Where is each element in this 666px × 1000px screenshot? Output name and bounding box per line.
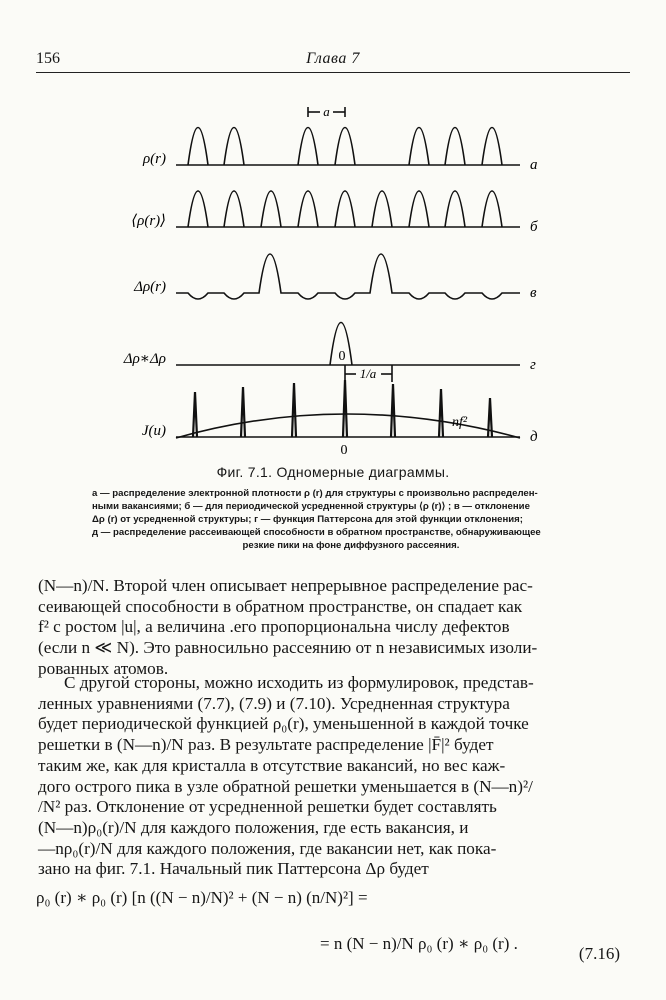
- sharp-peaks: [193, 380, 492, 437]
- patterson-zero-label: 0: [338, 349, 346, 364]
- row-b-plot: [176, 191, 520, 227]
- peaks-b: [188, 191, 502, 227]
- row-letter-2: в: [530, 285, 537, 301]
- equation-number: (7.16): [578, 944, 620, 963]
- origin-zero-label: 0: [340, 443, 348, 458]
- row-symbol-1: ⟨ρ(r)⟩: [131, 213, 166, 229]
- caption-line: Δρ (r) от усредненной структуры; г — функция Паттерсона для этой функции отклонения;: [92, 514, 523, 525]
- text-line: (N—n)ρ₀(r)/N для каждого положения, где есть вакансия, и: [38, 817, 469, 837]
- equation-line-2: = n (N − n)/N ρ₀ (r) ∗ ρ₀ (r) .: [320, 934, 518, 953]
- row-letter-4: д: [530, 429, 538, 445]
- a-spacing-label: a: [323, 104, 330, 119]
- row-c-plot: [176, 254, 520, 299]
- text-line: дого острого пика в узле обратной решетки уменьшается в (N—n)²/: [38, 776, 533, 796]
- page-number: 156: [36, 50, 60, 67]
- text-line: таким же, как для кристалла в отсутствие вакансий, но вес каж-: [38, 755, 506, 775]
- caption-line: а — распределение электронной плотности ρ (r) для структуры с произвольно распределен-: [92, 488, 538, 499]
- row-symbol-4: J(u): [141, 423, 166, 439]
- text-line: сеивающей способности в обратном пространстве, он спадает как: [38, 596, 523, 616]
- chapter-title: Глава 7: [306, 50, 360, 67]
- row-letter-3: г: [530, 357, 536, 373]
- row-a-plot: [176, 107, 520, 165]
- text-line: f² с ростом |u|, а величина .его пропорциональна числу дефектов: [38, 617, 510, 637]
- text-line: С другой стороны, можно исходить из формулировок, представ-: [64, 673, 534, 692]
- caption-line: д — распределение рассеивающей способности в обратном пространстве, обнаруживающее: [92, 527, 541, 538]
- text-line: —nρ₀(r)/N для каждого положения, где вакансии нет, как пока-: [38, 838, 497, 858]
- row-e-plot: [176, 380, 520, 438]
- figure-row-labels: [123, 151, 538, 445]
- text-line: /N² раз. Отклонение от усредненной решетки будет составлять: [38, 797, 497, 817]
- row-d-plot: [176, 323, 520, 383]
- deviation-curve: [176, 254, 520, 299]
- text-line: (если n ≪ N). Это равносильно рассеянию от n независимых изоли-: [38, 638, 538, 658]
- row-symbol-3: Δρ∗Δρ: [123, 351, 166, 367]
- caption-line: резкие пики на фоне диффузного рассеяния.: [242, 540, 460, 551]
- text-line: (N—n)/N. Второй член описывает непрерывное распределение рас-: [38, 576, 533, 595]
- figure-caption-title: Фиг. 7.1. Одномерные диаграммы.: [216, 464, 450, 480]
- row-letter-1: б: [530, 219, 538, 235]
- page-header: [36, 50, 630, 73]
- inv-a-label: 1/a: [359, 366, 377, 381]
- row-letter-0: а: [530, 157, 538, 173]
- row-symbol-2: Δρ(r): [134, 279, 166, 295]
- row-symbol-0: ρ(r): [142, 151, 166, 167]
- text-line: зано на фиг. 7.1. Начальный пик Паттерсона Δρ будет: [38, 859, 429, 879]
- text-line: решетки в (N—n)/N раз. В результате распределение |F̄|² будет: [38, 735, 494, 755]
- equation-line-1: ρ₀ (r) ∗ ρ₀ (r) [n ((N − n)/N)² + (N − n) (n/N)²] =: [36, 888, 368, 907]
- peaks-a: [188, 128, 502, 166]
- caption-line: ными вакансиями; б — для периодической усредненной структуры ⟨ρ (r)⟩ ; в — отклонение: [92, 501, 530, 512]
- paragraph-1: [38, 576, 612, 680]
- text-line: ленных уравнениями (7.7), (7.9) и (7.10). Усредненная структура: [38, 693, 510, 713]
- figure-7-1: [0, 80, 666, 460]
- figure-caption: [92, 487, 610, 552]
- nf2-label: nf²: [452, 415, 468, 430]
- text-line: рованных атомов.: [38, 658, 169, 678]
- paragraph-2: [38, 673, 612, 880]
- text-line: будет периодической функцией ρ₀(r), уменьшенной в каждой точке: [38, 714, 529, 734]
